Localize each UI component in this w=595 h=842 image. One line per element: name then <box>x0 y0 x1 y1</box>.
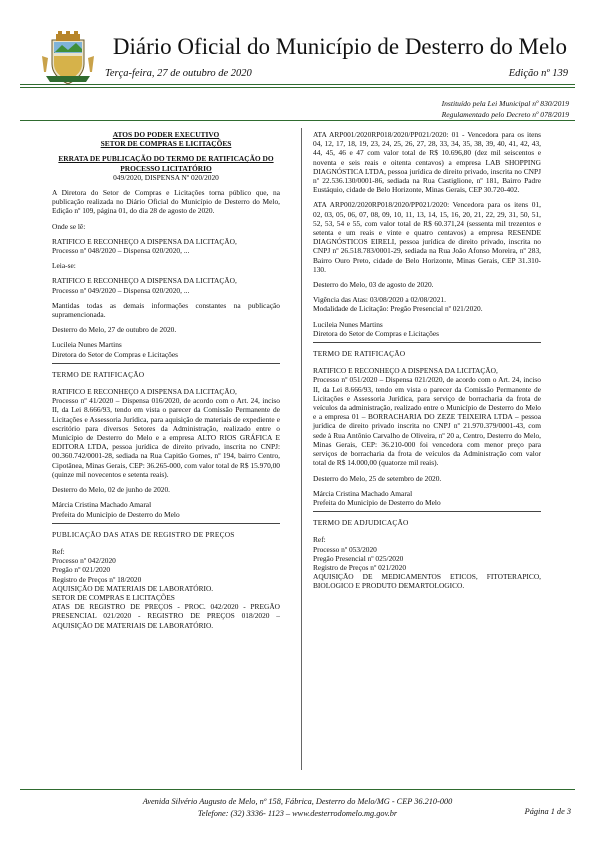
section-divider <box>52 523 280 524</box>
signatory-role: Prefeita do Município de Desterro do Melo <box>52 509 180 519</box>
read-as-label: Leia-se: <box>52 261 76 271</box>
edition-number: Edição nº 139 <box>508 68 568 79</box>
reference-line: Pregão nº 021/2020 <box>52 565 111 575</box>
page-number: Página 1 de 3 <box>524 807 571 816</box>
price-registry-entry: ATA ARP001/2020RP018/2020/PP021/2020: 01 - Vencedora para os itens 04, 12, 17, 18, 19, 23, 24, 25, 26, 27, 28, 33, 34, 35, 38, 39, 40, 41, 42, 43, 44, 45, 46 e 47 com valor total de R$ 10.696,80 (dez mil seiscentos e noventa e seis reais e oitenta centavos) a empresa LAB SHOPPING DIAGNÓSTICA LTDA, pessoa jurídica de direito privado, inscrita no CNPJ nº 22.536.130/0001-86, sediada na Rua Castiglione, nº 181, Bairro Padre Eustáquio, cidade de Belo Horizonte, Minas Gerais, CEP 30.720-402. <box>313 130 541 195</box>
left-column <box>52 130 280 636</box>
acquisition-object: AQUISIÇÃO DE MATERIAIS DE LABORATÓRIO. <box>52 583 214 593</box>
errata-title: ERRATA DE PUBLICAÇÃO DO TERMO DE RATIFICAÇÃO DO PROCESSO LICITATÓRIO <box>58 154 274 173</box>
signatory-name: Lucileia Nunes Martins <box>313 319 383 329</box>
footer-rule <box>20 789 575 790</box>
section-title: TERMO DE RATIFICAÇÃO <box>52 369 145 379</box>
acquisition-object: AQUISIÇÃO DE MEDICAMENTOS ETICOS, FITOTERAPICO, BIOLOGICO E PRODUTO DEMARTOLOGICO. <box>313 572 541 591</box>
errata-subtitle: 049/2020, DISPENSA Nº 020/2020 <box>113 172 219 182</box>
signatory-name: Márcia Cristina Machado Amaral <box>52 500 152 510</box>
ratification-lead: RATIFICO E RECONHEÇO A DISPENSA DA LICITAÇÃO, <box>52 387 237 397</box>
errata-paragraph: A Diretora do Setor de Compras e Licitações torna público que, na publicação realizada no Diário Oficial do Município de Desterro do Melo, Edição nº 109, página 01, do dia 28 de agosto de 2020. <box>52 188 280 216</box>
ratification-line: RATIFICO E RECONHEÇO A DISPENSA DA LICITAÇÃO, <box>52 236 237 246</box>
price-registry-line: ATAS DE REGISTRO DE PREÇOS - PROC. 042/2020 - PREGÃO PRESENCIAL 021/2020 - REGISTRO DE PREÇOS 018/2020 – AQUISIÇÃO DE MATERIAIS DE LABORATÓRIO. <box>52 602 280 630</box>
section-divider <box>313 342 541 343</box>
section-divider <box>52 363 280 364</box>
newspaper-title: Diário Oficial do Município de Desterro do Melo <box>112 34 568 59</box>
signatory-role: Diretora do Setor de Compras e Licitações <box>313 328 440 338</box>
section-title: PUBLICAÇÃO DAS ATAS DE REGISTRO DE PREÇOS <box>52 529 235 539</box>
section-heading: ATOS DO PODER EXECUTIVO <box>112 130 220 139</box>
header-rule <box>20 84 575 85</box>
validity-line: Vigência das Atas: 03/08/2020 a 02/08/2021. <box>313 295 446 305</box>
regulation-decree-note: Regulamentado pelo Decreto nº 078/2019 <box>441 110 569 119</box>
maintained-paragraph: Mantidas todas as demais informações constantes na publicação supramencionada. <box>52 300 280 320</box>
ratification-lead: RATIFICO E RECONHEÇO A DISPENSA DA LICITAÇÃO, <box>313 366 498 376</box>
subheader-rule <box>20 120 575 121</box>
section-divider <box>313 511 541 512</box>
column-divider <box>301 128 302 770</box>
section-subheading: SETOR DE COMPRAS E LICITAÇÕES <box>100 139 232 149</box>
section-title: TERMO DE RATIFICAÇÃO <box>313 349 406 359</box>
footer-contact: Telefone: (32) 3336- 1123 – www.desterrodomelo.mg.gov.br <box>197 809 398 818</box>
signature-date: Desterro do Melo, 03 de agosto de 2020. <box>313 280 434 290</box>
municipal-coat-of-arms-icon <box>38 28 98 88</box>
price-registry-entry: ATA ARP002/2020RP018/2020/PP021/2020: Vencedora para os itens 01, 02, 03, 05, 06, 07, 08, 09, 10, 11, 13, 14, 15, 16, 20, 21, 22, 29, 31, 50, 51, 52, 53, 54 e 55, com valor total de R$ 60.371,24 (sessenta mil trezentos e setenta e um reais e vinte e quatro centavos) a empresa RESENDE DIAGNÓSTICOS EIRELI, pessoa jurídica de direito privado, inscrita no CNPJ nº 26.518.783/0001-29, sediada na Rua João Afonso Moreira, nº 283, Bairro Ouro Preto, cidade de Belo Horizonte, Minas Gerais, CEP 31.310-130. <box>313 200 541 274</box>
modality-line: Modalidade de Licitação: Pregão Presencial nº 021/2020. <box>313 304 483 314</box>
ratification-line: RATIFICO E RECONHEÇO A DISPENSA DA LICITAÇÃO, <box>52 276 237 286</box>
signature-date: Desterro do Melo, 27 de outubro de 2020. <box>52 325 177 335</box>
issue-date: Terça-feira, 27 de outubro de 2020 <box>105 68 252 79</box>
right-column <box>313 130 541 597</box>
institution-law-note: Instituído pela Lei Municipal nº 830/2019 <box>441 99 569 108</box>
section-title: TERMO DE ADJUDICAÇÃO <box>313 518 409 528</box>
signatory-role: Diretora do Setor de Compras e Licitações <box>52 349 179 359</box>
signatory-name: Márcia Cristina Machado Amaral <box>313 488 413 498</box>
reference-label: Ref: <box>313 535 326 545</box>
signatory-role: Prefeita do Município de Desterro do Melo <box>313 497 441 507</box>
department-line: SETOR DE COMPRAS E LICITAÇÕES <box>52 592 175 602</box>
signatory-name: Lucileia Nunes Martins <box>52 340 122 350</box>
reference-line: Registro de Preços nº 18/2020 <box>52 574 142 584</box>
where-reads-label: Onde se lê: <box>52 221 86 231</box>
reference-label: Ref: <box>52 546 65 556</box>
header-rule-secondary <box>20 87 575 88</box>
ratification-body: Processo nº 051/2020 – Dispensa 021/2020, de acordo com o Art. 24, inciso II, da Lei 8.666/93, tendo em vista o parecer da Comissão Permanente de Licitações e Assessoria Jurídica, para serviço de borracharia da frota de veículos da administração, realizado entre o Município de Desterro do Melo e a empresa 01 – BORRACHARIA DO ZEZE TEIXEIRA LTDA – pessoa jurídica de direito privado inscrita no CNPJ nº 21.970.379/0001-43, com sede à Rua Antônio Carvalho de Oliveira, nº 20 a, Centro, Desterro do Melo, Minas Gerais, CEP: 36.210-000 foi vencedora com menor preço para serviços de borracharia da frota de veículos da Administração com valor total de R$ 14.000,00 (quatorze mil reais). <box>313 375 541 468</box>
reference-line: Pregão Presencial nº 025/2020 <box>313 553 404 563</box>
ratification-body: Processo nº 41/2020 – Dispensa 016/2020, de acordo com o Art. 24, inciso II, da Lei 8.666/93, tendo em vista o parecer da Comissão Permanente de Licitações e Assessoria Jurídica, para aquisição de materiais de expediente e escritório para diversos Setores da Administração, realizado entre o Município de Desterro do Melo e a empresa ALTO RIOS GRÁFICA E EDITORA LTDA, pessoa jurídica de direito privado, inscrita no CNPJ: 00.360.742/0001-28, sediada na Rua Capitão Gomes, nº 194, bairro Centro, Cipotânea, Minas Gerais, CEP: 36.265-000, com valor total de R$ 15.970,00 (quinze mil novecentos e setenta reais). <box>52 396 280 479</box>
process-line: Processo nº 049/2020 – Dispensa 020/2020, ... <box>52 285 190 295</box>
reference-line: Registro de Preços nº 021/2020 <box>313 562 407 572</box>
reference-line: Processo nº 042/2020 <box>52 556 116 566</box>
signature-date: Desterro do Melo, 25 de setembro de 2020. <box>313 473 442 483</box>
signature-date: Desterro do Melo, 02 de junho de 2020. <box>52 485 171 495</box>
footer-address: Avenida Silvério Augusto de Melo, nº 158, Fábrica, Desterro do Melo/MG - CEP 36.210-000 <box>142 797 453 806</box>
process-line: Processo nº 048/2020 – Dispensa 020/2020, ... <box>52 246 190 256</box>
reference-line: Processo nº 053/2020 <box>313 544 377 554</box>
